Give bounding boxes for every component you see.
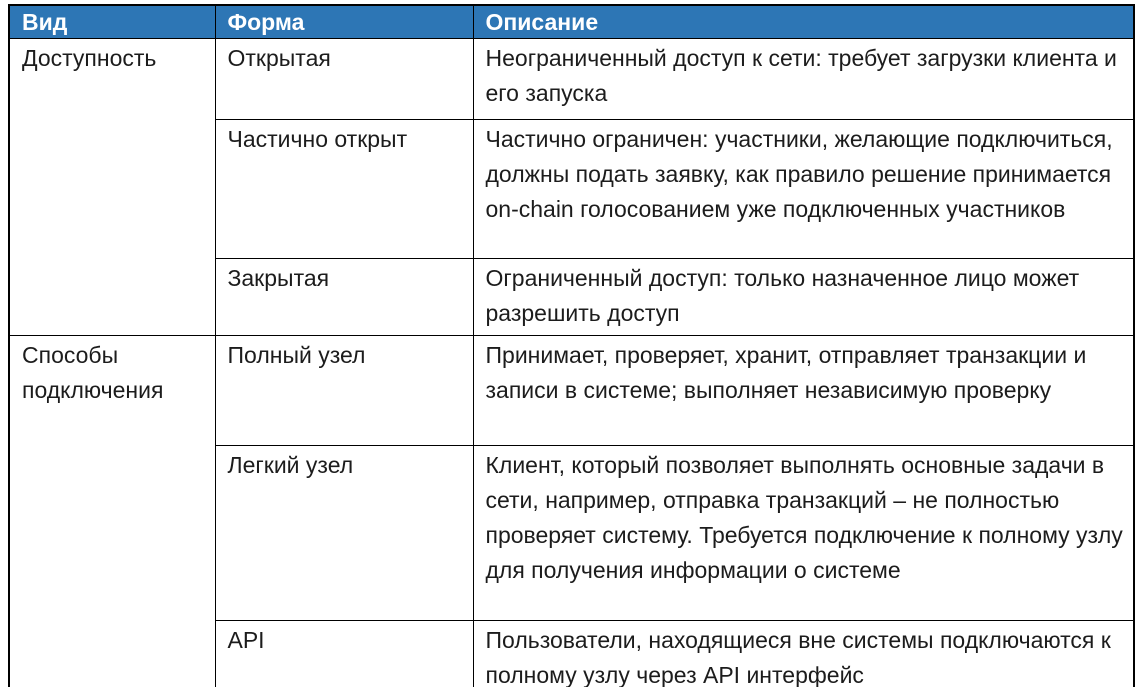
form-cell: Открытая bbox=[215, 39, 473, 120]
form-cell: API bbox=[215, 621, 473, 687]
kind-cell-connection-methods: Способы подключения bbox=[9, 336, 215, 687]
description-cell: Ограниченный доступ: только назначенное лицо может разрешить доступ bbox=[473, 259, 1134, 336]
header-cell-description: Описание bbox=[473, 5, 1134, 39]
description-cell: Клиент, который позволяет выполнять основные задачи в сети, например, отправка транзакций – не полностью проверяет систему. Требуется подключение к полному узлу для получения информации о системе bbox=[473, 446, 1134, 621]
form-cell: Легкий узел bbox=[215, 446, 473, 621]
description-cell: Частично ограничен: участники, желающие подключиться, должны подать заявку, как правило решение принимается on-chain голосованием уже подключенных участников bbox=[473, 120, 1134, 259]
table-row bbox=[9, 39, 1134, 120]
form-cell: Полный узел bbox=[215, 336, 473, 446]
table-row bbox=[9, 336, 1134, 446]
kind-cell-accessibility: Доступность bbox=[9, 39, 215, 336]
access-types-table bbox=[8, 4, 1135, 687]
description-cell: Пользователи, находящиеся вне системы подключаются к полному узлу через API интерфейс bbox=[473, 621, 1134, 687]
header-cell-kind: Вид bbox=[9, 5, 215, 39]
description-cell: Неограниченный доступ к сети: требует загрузки клиента и его запуска bbox=[473, 39, 1134, 120]
header-row bbox=[9, 5, 1134, 39]
form-cell: Закрытая bbox=[215, 259, 473, 336]
description-cell: Принимает, проверяет, хранит, отправляет транзакции и записи в системе; выполняет независимую проверку bbox=[473, 336, 1134, 446]
header-cell-form: Форма bbox=[215, 5, 473, 39]
form-cell: Частично открыт bbox=[215, 120, 473, 259]
